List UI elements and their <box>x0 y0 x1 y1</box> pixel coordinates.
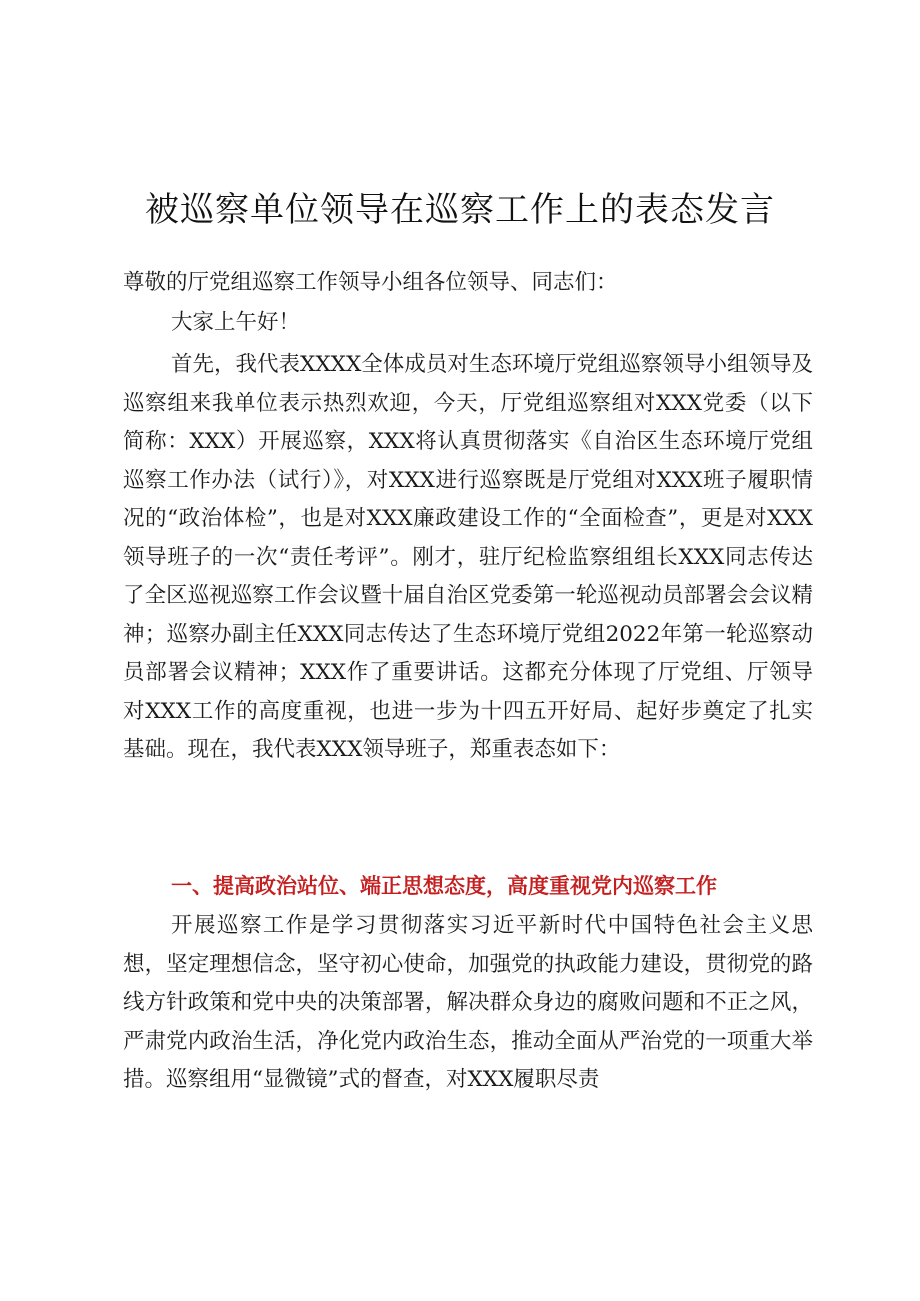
greeting: 大家上午好！ <box>171 310 301 335</box>
salutation: 尊敬的厅党组巡察工作领导小组各位领导、同志们： <box>123 270 618 295</box>
paragraph-section-1: 开展巡察工作是学习贯彻落实习近平新时代中国特色社会主义思想，坚定理想信念，坚守初心使命，加强党的执政能力建设，贯彻党的路线方针政策和党中央的决策部署，解决群众身边的腐败问题和不正之风，严肃党内政治生活，净化党内政治生态，推动全面从严治党的一项重大举措。巡察组用“显微镜”式的督查，对XXX履职尽责 <box>123 913 813 1092</box>
document-title: 被巡察单位领导在巡察工作上的表态发言 <box>145 190 775 230</box>
section-heading-1: 一、提高政治站位、端正思想态度，高度重视党内巡察工作 <box>171 874 717 898</box>
paragraph-opening: 首先，我代表XXXX全体成员对生态环境厅党组巡察领导小组领导及巡察组来我单位表示热烈欢迎，今天，厅党组巡察组对XXX党委（以下简称：XXX）开展巡察，XXX将认真贯彻落实《自治区生态环境厅党组巡察工作办法（试行）》，对XXX进行巡察既是厅党组对XXX班子履职情况的“政治体检”，也是对XXX廉政建设工作的“全面检查”，更是对XXX领导班子的一次“责任考评”。刚才，驻厅纪检监察组组长XXX同志传达了全区巡视巡察工作会议暨十届自治区党委第一轮巡视动员部署会会议精神；巡察办副主任XXX同志传达了生态环境厅党组2022年第一轮巡察动员部署会议精神；XXX作了重要讲话。这都充分体现了厅党组、厅领导对XXX工作的高度重视，也进一步为十四五开好局、起好步奠定了扎实基础。现在，我代表XXX领导班子，郑重表态如下： <box>123 352 813 762</box>
